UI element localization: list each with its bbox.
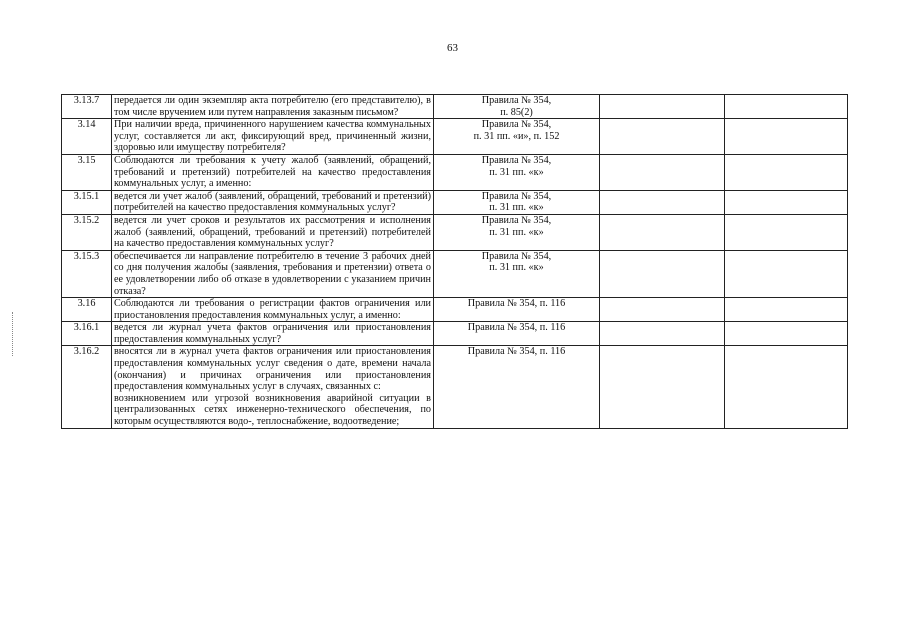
- reference-text: Правила № 354,: [481, 154, 552, 166]
- note-cell[interactable]: [725, 119, 848, 155]
- note-cell[interactable]: [725, 250, 848, 297]
- question-text: передается ли один экземпляр акта потребителю (его представителю), в том числе вручением или путем направления заказным письмом?: [114, 95, 431, 118]
- reference-text: п. 31 пп. «и», п. 152: [473, 130, 560, 142]
- note-cell[interactable]: [725, 95, 848, 119]
- item-number: 3.14: [62, 119, 112, 155]
- answer-cell[interactable]: [600, 214, 725, 250]
- question-text: Соблюдаются ли требования о регистрации фактов ограничения или приостановления предоставления коммунальных услуг, а именно:: [114, 298, 431, 321]
- question-cell: [112, 322, 434, 346]
- answer-cell[interactable]: [600, 119, 725, 155]
- answer-cell[interactable]: [600, 190, 725, 214]
- question-text: При наличии вреда, причиненного нарушением качества коммунальных услуг, составляется ли акт, фиксирующий вред, причиненный жизни, здоровью или имуществу потребителя?: [114, 119, 431, 154]
- question-cell: [112, 214, 434, 250]
- reference-cell: [434, 154, 600, 190]
- question-text: обеспечивается ли направление потребителю в течение 3 рабочих дней со дня получения жалобы (заявления, требования и претензии) ответа о ее удовлетворении либо об отказе в удовлетворении с указанием причин отказа?: [114, 250, 431, 297]
- reference-text: п. 31 пп. «к»: [489, 202, 544, 214]
- reference-cell: [434, 346, 600, 428]
- table-row: [62, 346, 848, 428]
- question-text: возникновением или угрозой возникновения аварийной ситуации в централизованных сетях инженерно-технического обеспечения, по которым осуществляются водо-, теплоснабжение, водоотведение;: [114, 392, 431, 428]
- item-number: 3.15.1: [62, 190, 112, 214]
- reference-text: п. 31 пп. «к»: [489, 262, 544, 274]
- note-cell[interactable]: [725, 190, 848, 214]
- question-cell: [112, 190, 434, 214]
- item-number: 3.16.2: [62, 346, 112, 428]
- question-text: Соблюдаются ли требования к учету жалоб (заявлений, обращений, требований и претензий) потребителей на качество предоставления коммунальных услуг, а именно:: [114, 154, 431, 190]
- answer-cell[interactable]: [600, 95, 725, 119]
- item-number: 3.16.1: [62, 322, 112, 346]
- reference-text: Правила № 354, п. 116: [467, 322, 566, 334]
- item-number: 3.15.3: [62, 250, 112, 297]
- question-cell: [112, 95, 434, 119]
- reference-cell: [434, 190, 600, 214]
- question-text: вносятся ли в журнал учета фактов ограничения или приостановления предоставления коммунальных услуг сведения о дате, времени начала (окончания) и причинах ограничения или приостановления предоставления коммунальных услуг в случаях, связанных с:: [114, 346, 431, 393]
- reference-text: Правила № 354, п. 116: [467, 346, 566, 358]
- reference-cell: [434, 95, 600, 119]
- table-row: [62, 322, 848, 346]
- reference-text: Правила № 354,: [481, 119, 552, 131]
- table-row: [62, 119, 848, 155]
- note-cell[interactable]: [725, 322, 848, 346]
- answer-cell[interactable]: [600, 298, 725, 322]
- margin-marks: [12, 312, 15, 356]
- answer-cell[interactable]: [600, 346, 725, 428]
- table-row: [62, 95, 848, 119]
- question-cell: [112, 119, 434, 155]
- reference-cell: [434, 298, 600, 322]
- question-text: ведется ли журнал учета фактов ограничения или приостановления предоставления коммунальных услуг?: [114, 322, 431, 345]
- reference-cell: [434, 214, 600, 250]
- item-number: 3.16: [62, 298, 112, 322]
- reference-text: Правила № 354,: [481, 250, 552, 262]
- item-number: 3.15: [62, 154, 112, 190]
- answer-cell[interactable]: [600, 154, 725, 190]
- reference-text: Правила № 354,: [481, 95, 552, 106]
- table-row: [62, 250, 848, 297]
- question-cell: [112, 298, 434, 322]
- table-row: [62, 190, 848, 214]
- table-body: [62, 95, 848, 429]
- note-cell[interactable]: [725, 214, 848, 250]
- question-text: ведется ли учет жалоб (заявлений, обращений, требований и претензий) потребителей на качество предоставления коммунальных услуг?: [114, 190, 431, 214]
- reference-text: п. 31 пп. «к»: [489, 166, 544, 178]
- reference-cell: [434, 250, 600, 297]
- checklist-table: [61, 94, 848, 429]
- table-row: [62, 214, 848, 250]
- reference-text: п. 31 пп. «к»: [489, 226, 544, 238]
- table-row: [62, 298, 848, 322]
- note-cell[interactable]: [725, 298, 848, 322]
- question-text: ведется ли учет сроков и результатов их рассмотрения и исполнения жалоб (заявлений, обращений, требований и претензий) потребителей на качество предоставления коммунальных услуг?: [114, 214, 431, 250]
- item-number: 3.15.2: [62, 214, 112, 250]
- question-cell: [112, 346, 434, 428]
- table-row: [62, 154, 848, 190]
- reference-cell: [434, 119, 600, 155]
- reference-cell: [434, 322, 600, 346]
- question-cell: [112, 154, 434, 190]
- note-cell[interactable]: [725, 346, 848, 428]
- page-number: 63: [447, 42, 458, 54]
- item-number: 3.13.7: [62, 95, 112, 119]
- reference-text: Правила № 354,: [481, 214, 552, 226]
- note-cell[interactable]: [725, 154, 848, 190]
- reference-text: Правила № 354,: [481, 190, 552, 202]
- reference-text: п. 85(2): [500, 106, 533, 118]
- answer-cell[interactable]: [600, 250, 725, 297]
- answer-cell[interactable]: [600, 322, 725, 346]
- question-cell: [112, 250, 434, 297]
- reference-text: Правила № 354, п. 116: [467, 298, 566, 310]
